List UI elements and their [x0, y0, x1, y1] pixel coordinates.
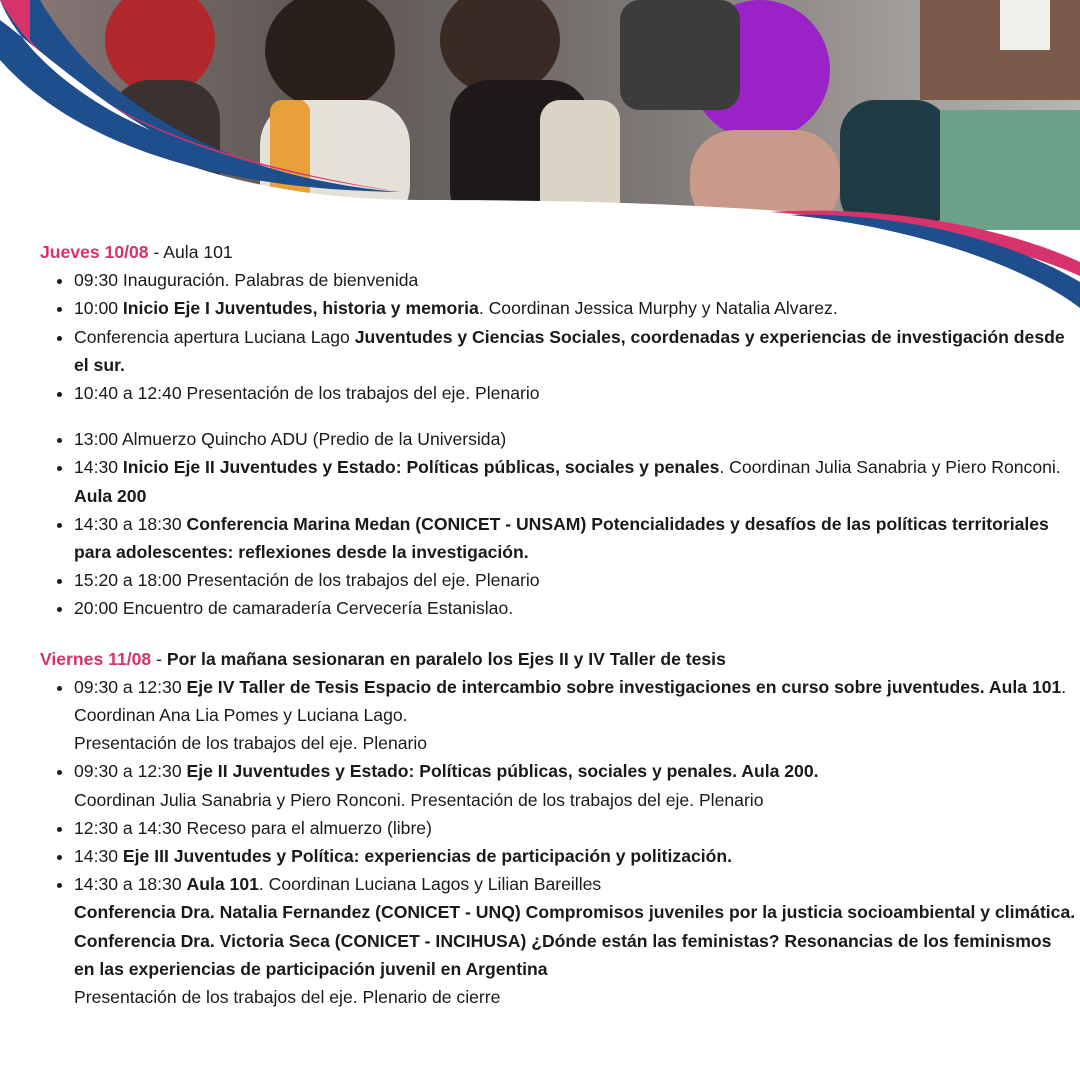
program-content — [40, 238, 1076, 1011]
list-item — [74, 594, 1076, 622]
thursday-list-morning — [40, 266, 1076, 407]
list-item — [74, 870, 1076, 1011]
friday-heading — [40, 645, 1076, 673]
item-text: . Coordinan Ana Lia Pomes y Luciana Lago. — [74, 676, 1067, 726]
item-text: 10:00 — [74, 298, 123, 319]
item-bold: Conferencia Marina Medan (CONICET - UNSAM) Potencialidades y desafíos de las políticas territoriales para adolescentes: reflexiones desde la investigación. — [74, 513, 1049, 563]
list-item — [74, 453, 1076, 509]
list-item — [74, 566, 1076, 594]
friday-note: Por la mañana sesionaran en paralelo los Ejes II y IV Taller de tesis — [166, 648, 726, 669]
friday-separator: - — [151, 648, 167, 669]
item-bold: Eje IV Taller de Tesis Espacio de intercambio sobre investigaciones en curso sobre juventudes. Aula 101 — [186, 676, 1062, 697]
list-item — [74, 323, 1076, 379]
item-text: 14:30 — [74, 846, 123, 867]
thursday-list-afternoon — [40, 425, 1076, 622]
item-text: 14:30 a 18:30 — [74, 874, 187, 895]
item-text: 09:30 a 12:30 — [74, 761, 187, 782]
item-text: 14:30 — [74, 457, 123, 478]
item-text: 15:20 a 18:00 Presentación de los trabajos del eje. Plenario — [74, 570, 540, 591]
list-item — [74, 379, 1076, 407]
thursday-day-label: Jueves 10/08 — [40, 242, 149, 262]
list-item — [74, 510, 1076, 566]
item-text: 14:30 a 18:30 — [74, 513, 187, 534]
list-item — [74, 814, 1076, 842]
item-bold: Aula 101 — [186, 874, 259, 895]
list-item — [74, 842, 1076, 870]
item-text: . Coordinan Jessica Murphy y Natalia Alvarez. — [478, 298, 838, 319]
list-item — [74, 266, 1076, 294]
item-bold: Inicio Eje I Juventudes, historia y memoria — [122, 298, 479, 319]
item-bold: Inicio Eje II Juventudes y Estado: Políticas públicas, sociales y penales — [122, 457, 720, 478]
item-text: 10:40 a 12:40 Presentación de los trabajos del eje. Plenario — [74, 383, 540, 404]
item-text: . Coordinan Julia Sanabria y Piero Ronconi. — [719, 457, 1061, 478]
item-text: Conferencia apertura Luciana Lago — [74, 326, 355, 347]
item-text: 20:00 Encuentro de camaradería Cervecería Estanislao. — [74, 598, 514, 619]
conference-2: Conferencia Dra. Victoria Seca (CONICET - INCIHUSA) ¿Dónde están las feministas? Resonancias de los feminismos en las experiencias de participación juvenil en Argentina — [74, 930, 1052, 979]
friday-list — [40, 673, 1076, 1011]
friday-day-label: Viernes 11/08 — [40, 648, 152, 669]
spacer — [40, 407, 1076, 425]
item-bold: Aula 200 — [74, 485, 147, 506]
item-extra: Presentación de los trabajos del eje. Plenario — [74, 733, 428, 754]
list-item — [74, 425, 1076, 453]
thursday-separator: - — [148, 242, 164, 262]
item-text: . Coordinan Luciana Lagos y Lilian Bareilles — [258, 874, 602, 895]
item-text: 12:30 a 14:30 Receso para el almuerzo (libre) — [74, 817, 432, 838]
closing-text: Presentación de los trabajos del eje. Plenario de cierre — [74, 987, 501, 1008]
item-text: 09:30 a 12:30 — [74, 676, 187, 697]
list-item — [74, 673, 1076, 758]
item-text: 09:30 Inauguración. Palabras de bienvenida — [74, 270, 419, 291]
item-extra: Coordinan Julia Sanabria y Piero Ronconi. Presentación de los trabajos del eje. Plenario — [74, 789, 764, 810]
item-bold: Juventudes y Ciencias Sociales, coordenadas y experiencias de investigación desde el sur. — [74, 326, 1065, 375]
item-text: 13:00 Almuerzo Quincho ADU (Predio de la Universida) — [74, 429, 507, 450]
thursday-room: Aula 101 — [163, 242, 233, 262]
item-bold: Eje II Juventudes y Estado: Políticas públicas, sociales y penales. Aula 200. — [186, 761, 819, 782]
list-item — [74, 294, 1076, 322]
list-item — [74, 757, 1076, 813]
thursday-heading — [40, 238, 1076, 266]
spacer — [40, 623, 1076, 645]
conference-1: Conferencia Dra. Natalia Fernandez (CONICET - UNQ) Compromisos juveniles por la justicia socioambiental y climática. — [74, 902, 1076, 923]
item-bold: Eje III Juventudes y Política: experiencias de participación y politización. — [122, 846, 733, 867]
